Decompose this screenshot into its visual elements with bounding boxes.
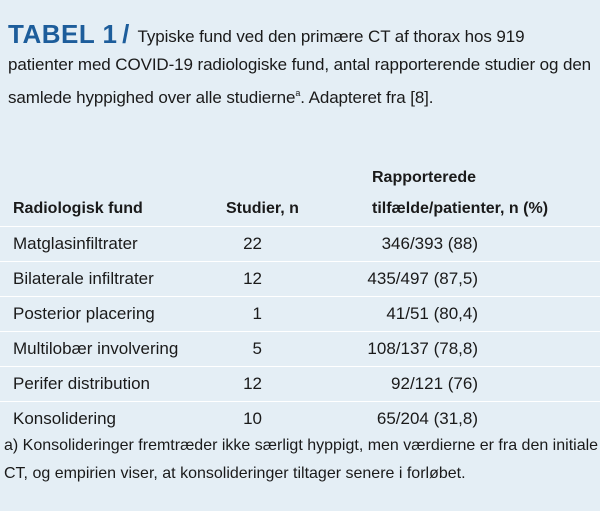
cell-cases: 108/137 (78,8) [367,339,478,358]
header-rapporterede-line2: tilfælde/patienter, n (%) [372,200,549,217]
caption-text: Typiske fund ved den primære CT af thorax hos 919 patienter med COVID-19 radiologiske fund, antal rapporterende studier og den samlede hyppighed over alle studierne [8,27,592,107]
cell-finding: Bilaterale infiltrater [13,269,154,288]
header-rapporterede-line1: Rapporterede [372,169,477,186]
cell-cases: 65/204 (31,8) [376,409,478,428]
table-caption [8,20,592,112]
cell-cases: 92/121 (76) [391,374,478,393]
table-row [0,296,600,331]
cell-cases: 346/393 (88) [381,234,478,253]
table-body [0,226,600,436]
cell-studies: 12 [243,374,262,393]
caption-suffix: . Adapteret fra [8]. [300,88,434,107]
table-footnote: a) Konsolideringer fremtræder ikke særligt hyppigt, men værdierne er fra den initiale CT, og empirien viser, at konsolideringer tiltager senere i forløbet. [4,437,599,482]
cell-studies: 10 [243,409,262,428]
cell-cases: 435/497 (87,5) [367,269,478,288]
table-row [0,366,600,401]
cell-studies: 5 [252,339,262,358]
header-studier: Studier, n [226,200,299,217]
cell-studies: 1 [252,304,262,323]
cell-finding: Perifer distribution [13,374,151,393]
header-radiologisk-fund: Radiologisk fund [13,200,143,217]
caption-slash: / [122,19,130,49]
cell-studies: 12 [243,269,262,288]
table-row [0,401,600,436]
table-row [0,261,600,296]
table-row [0,226,600,261]
table-header [0,164,600,226]
table-label: TABEL 1 [8,19,118,49]
cell-finding: Posterior placering [13,304,155,323]
cell-cases: 41/51 (80,4) [386,304,478,323]
cell-finding: Matglasinfiltrater [13,234,138,253]
cell-studies: 22 [243,234,262,253]
data-table [0,164,600,436]
caption-footnote-marker: a [295,88,301,98]
cell-finding: Konsolidering [13,409,117,428]
table-row [0,331,600,366]
cell-finding: Multilobær involvering [13,339,179,358]
